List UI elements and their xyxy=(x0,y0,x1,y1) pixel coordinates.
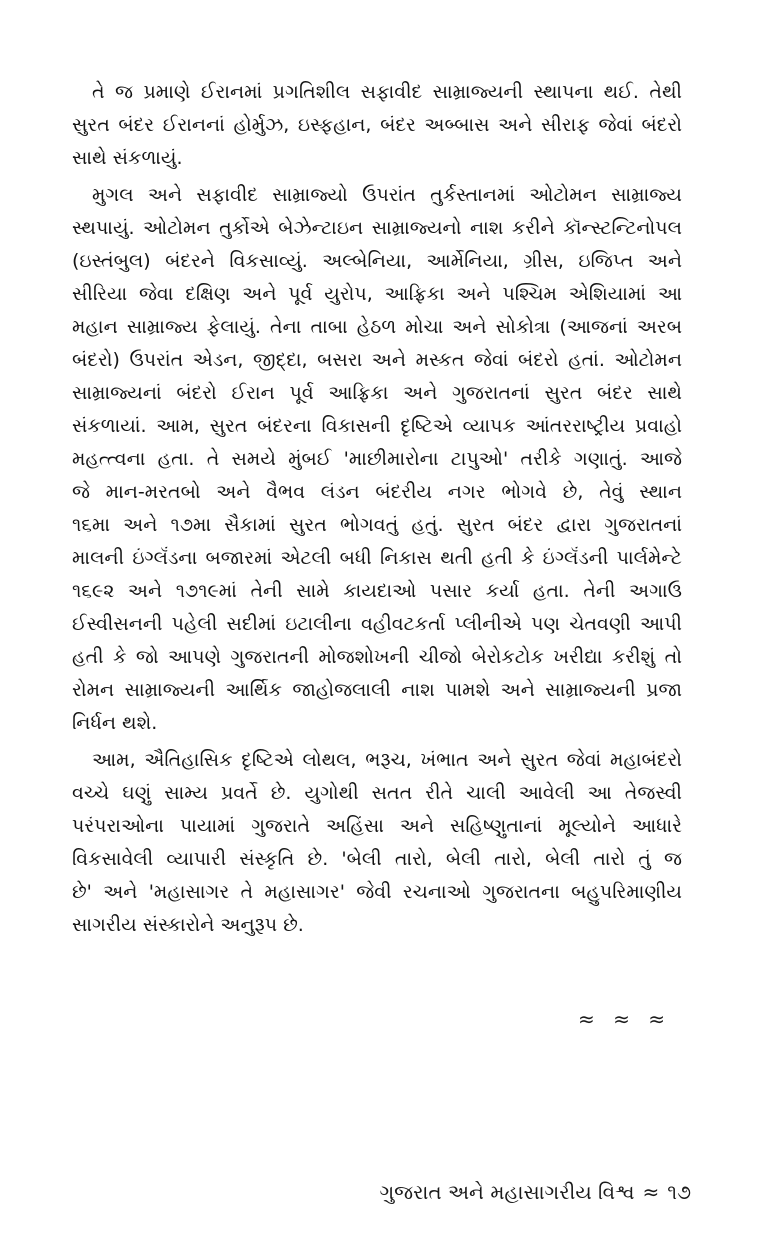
section-end-mark: ≈ ≈ ≈ xyxy=(578,1007,671,1031)
running-title: ગુજરાત અને મહાસાગરીય વિશ્વ xyxy=(379,1180,635,1204)
text-line: સાગરીય સંસ્કારોને અનુરૂપ છે. xyxy=(72,914,304,936)
text-line: સંકળાયાં. આમ, સુરત બંદરના વિકાસની દૃષ્ટિએ વ્યાપક આંતરરાષ્ટ્રીય પ્રવાહો xyxy=(72,415,682,437)
text-line: મહત્ત્વના હતા. તે સમયે મુંબઈ 'માછીમારોના ટાપુઓ' તરીકે ગણાતું. આજે xyxy=(72,448,682,470)
text-line: ૧૬મા અને ૧૭મા સૈકામાં સુરત ભોગવતું હતું. સુરત બંદર દ્વારા ગુજરાતનાં xyxy=(72,514,682,536)
text-line: આમ, ઐતિહાસિક દૃષ્ટિએ લોથલ, ભરૂચ, ખંભાત અને સુરત જેવાં મહાબંદરો xyxy=(92,749,682,771)
page-number: ૧૭ xyxy=(667,1180,691,1204)
text-line: સામ્રાજ્યનાં બંદરો ઈરાન પૂર્વ આફ્રિકા અને ગુજરાતનાં સુરત બંદર સાથે xyxy=(72,382,682,404)
text-line: નિર્ધન થશે. xyxy=(72,712,158,734)
text-line: હતી કે જો આપણે ગુજરાતની મોજશોખની ચીજો બેરોકટોક ખરીદ્યા કરીશું તો xyxy=(72,646,682,668)
footer-separator: ≈ xyxy=(642,1180,660,1204)
text-line: વચ્ચે ઘણું સામ્ય પ્રવર્તે છે. યુગોથી સતત રીતે ચાલી આવેલી આ તેજસ્વી xyxy=(72,782,682,804)
text-line: ઈસ્વીસનની પહેલી સદીમાં ઇટાલીના વહીવટકર્તા પ્લીનીએ પણ ચેતવણી આપી xyxy=(72,613,682,635)
text-line: પરંપરાઓના પાયામાં ગુજરાતે અહિંસા અને સહિષ્ણુતાનાં મૂલ્યોને આધારે xyxy=(72,815,682,837)
text-line: બંદરો) ઉપરાંત એડન, જીદ્દા, બસરા અને મસ્કત જેવાં બંદરો હતાં. ઓટોમન xyxy=(72,349,682,371)
text-line: સીરિયા જેવા દક્ષિણ અને પૂર્વ યુરોપ, આફ્રિકા અને પશ્ચિમ એશિયામાં આ xyxy=(72,283,682,305)
text-line: વિકસાવેલી વ્યાપારી સંસ્કૃતિ છે. 'બેલી તારો, બેલી તારો, બેલી તારો તું જ xyxy=(72,848,682,870)
paragraph-1 xyxy=(72,76,682,175)
text-line: ૧૬૯૨ અને ૧૭૧૯માં તેની સામે કાયદાઓ પસાર કર્યા હતા. તેની અગાઉ xyxy=(72,580,682,602)
text-line: માલની ઇંગ્લૅંડના બજારમાં એટલી બધી નિકાસ થતી હતી કે ઇંગ્લૅંડની પાર્લમેન્ટે xyxy=(72,547,682,569)
body-text xyxy=(72,76,682,946)
text-line: તે જ પ્રમાણે ઈરાનમાં પ્રગતિશીલ સફાવીદ સામ્રાજ્યની સ્થાપના થઈ. તેથી xyxy=(92,81,682,103)
text-line: જે માન-મરતબો અને વૈભવ લંડન બંદરીય નગર ભોગવે છે, તેવું સ્થાન xyxy=(72,481,682,503)
paragraph-3 xyxy=(72,744,682,942)
text-line: સુરત બંદર ઈરાનનાં હોર્મુઝ, ઇસ્ફહાન, બંદર અબ્બાસ અને સીરાફ જેવાં બંદરો xyxy=(72,114,682,136)
text-line: છે' અને 'મહાસાગર તે મહાસાગર' જેવી રચનાઓ ગુજરાતના બહુપરિમાણીય xyxy=(72,881,682,903)
paragraph-2 xyxy=(72,179,682,740)
text-line: (ઇસ્તંબુલ) બંદરને વિકસાવ્યું. અલ્બેનિયા, આર્મેનિયા, ગ્રીસ, ઇજિપ્ત અને xyxy=(72,250,682,272)
text-line: સાથે સંકળાયું. xyxy=(72,147,183,169)
text-line: મહાન સામ્રાજ્ય ફેલાયું. તેના તાબા હેઠળ મોચા અને સોકોત્રા (આજનાં અરબ xyxy=(72,316,682,338)
page-footer xyxy=(380,1180,691,1204)
text-line: રોમન સામ્રાજ્યની આર્થિક જાહોજલાલી નાશ પામશે અને સામ્રાજ્યની પ્રજા xyxy=(72,679,682,701)
text-line: મુગલ અને સફાવીદ સામ્રાજ્યો ઉપરાંત તુર્કસ્તાનમાં ઓટોમન સામ્રાજ્ય xyxy=(92,184,682,206)
text-line: સ્થપાયું. ઓટોમન તુર્કોએ બેઝેન્ટાઇન સામ્રાજ્યનો નાશ કરીને કૉન્સ્ટન્ટિનોપલ xyxy=(72,217,682,239)
